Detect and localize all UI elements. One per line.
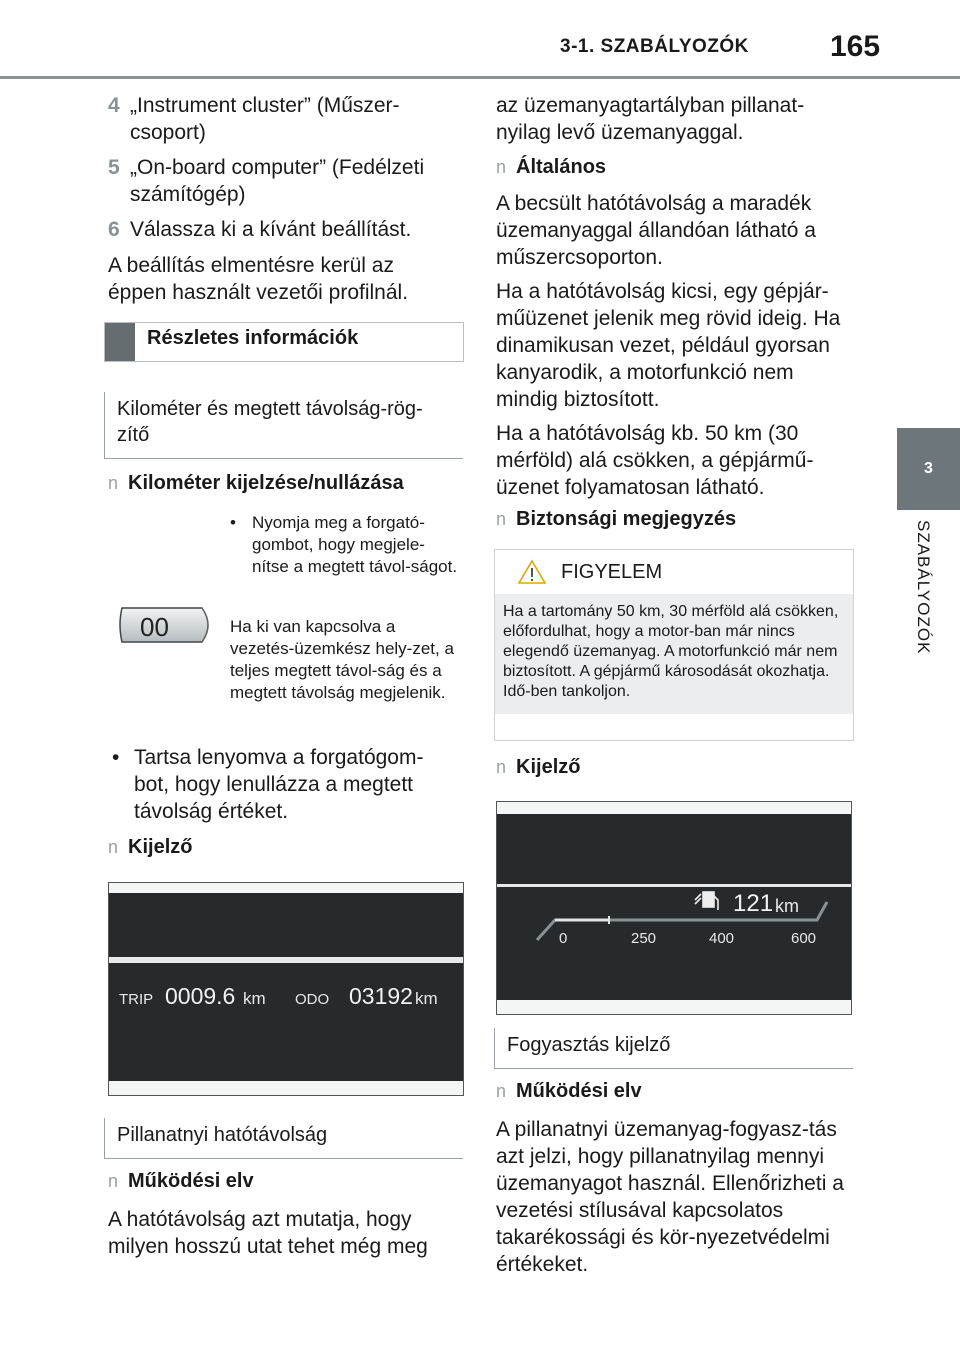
step-number: 4	[108, 94, 120, 117]
odo-value: 03192	[349, 983, 413, 1009]
reset-bullet	[112, 744, 457, 825]
trip-value: 0009.6	[165, 983, 236, 1009]
safety-heading-text: Biztonsági megjegyzés	[516, 508, 737, 530]
saved-note: A beállítás elmentésre kerül az éppen használt vezetői profilnál.	[108, 254, 409, 304]
warning-text: Ha a tartomány 50 km, 30 mérföld alá csökken, előfordulhat, hogy a motor-ban már nincs elegendő üzemanyag. A motorfunkció már nem biztosított. A gépjármű károsodását okozhatja. Idő-ben tankoljon.	[495, 594, 853, 714]
step-item	[108, 216, 463, 243]
info-box	[104, 322, 464, 362]
fuel-pump-icon	[695, 892, 718, 910]
scale-label: 250	[631, 930, 657, 947]
info-box-title: Részletes információk	[147, 327, 359, 349]
display-heading	[108, 836, 192, 859]
principle-heading	[108, 1170, 254, 1193]
step-item	[108, 92, 463, 146]
steps-list	[108, 92, 463, 243]
consumption-display	[496, 801, 852, 1015]
info-box-bar	[105, 323, 135, 361]
km-heading-text: Kilométer kijelzése/nullázása	[128, 472, 404, 494]
heading-marker: n	[496, 757, 507, 777]
heading-marker: n	[496, 157, 507, 177]
general-heading-text: Általános	[516, 156, 607, 178]
principle-text: A hatótávolság azt mutatja, hogy milyen hosszú utat tehet még meg	[108, 1208, 428, 1258]
general-paragraph-2: Ha a hatótávolság kicsi, egy gépjár-műüzenet jelenik meg rövid ideig. Ha dinamikusan vezet, például gyorsan kanyarodik, a motorfunkció nem mindig biztosított.	[496, 280, 841, 411]
chapter-tab	[897, 428, 960, 510]
heading-marker: n	[496, 509, 507, 529]
heading-marker: n	[496, 1081, 507, 1101]
knob-note: Ha ki van kapcsolva a vezetés-üzemkész hely-zet, a teljes megtett távol-ság és a megtett távolság megjelenik.	[230, 617, 454, 702]
display2-caption: Fogyasztás kijelző	[494, 1028, 853, 1069]
range-value: 121	[733, 890, 774, 917]
odometer-caption: Kilométer és megtett távolság-rög-zítő	[104, 392, 463, 459]
knob-bullet-text: Nyomja meg a forgató-gombot, hogy megjele-nítse a megtett távol-ságot.	[252, 513, 458, 576]
trip-odo-display	[108, 882, 464, 1096]
bullet-dot: •	[112, 746, 120, 769]
km-heading	[108, 472, 404, 495]
display1-caption: Pillanatnyi hatótávolság	[104, 1118, 463, 1159]
heading-marker: n	[108, 473, 119, 493]
scale-label: 600	[791, 930, 817, 947]
warning-title: FIGYELEM	[561, 560, 663, 583]
odo-unit: km	[415, 989, 438, 1008]
reset-bullet-text: Tartsa lenyomva a forgatógom-bot, hogy lenullázza a megtett távolság értéket.	[134, 746, 424, 823]
step-text: „On-board computer” (Fedélzeti számítógép)	[130, 156, 425, 206]
heading-marker: n	[108, 1171, 119, 1191]
scale-label: 0	[559, 930, 568, 947]
principle2-heading	[496, 1080, 642, 1103]
step-number: 6	[108, 218, 120, 241]
warning-box	[494, 549, 854, 741]
heading-marker: n	[108, 837, 119, 857]
safety-heading	[496, 508, 736, 531]
step-item	[108, 154, 463, 208]
trip-label: TRIP	[119, 991, 154, 1008]
principle2-text: A pillanatnyi üzemanyag-fogyasz-tás azt jelzi, hogy pillanatnyilag mennyi üzemanyagot használ. Ellenőrizheti a vezetési stílusával kapcsolatos takarékossági és kör-nyezetvédelmi értékeket.	[496, 1118, 844, 1276]
knob-bullet	[230, 512, 458, 578]
display2-heading-text: Kijelző	[516, 756, 581, 778]
section-title: 3-1. SZABÁLYOZÓK	[560, 36, 749, 57]
bullet-dot: •	[230, 513, 236, 532]
warning-triangle-icon	[517, 559, 547, 585]
knob-label: 00	[140, 612, 169, 642]
general-heading	[496, 156, 606, 179]
general-paragraph-1: A becsült hatótávolság a maradék üzemanyaggal állandóan látható a műszercsoporton.	[496, 192, 816, 269]
chapter-label: SZABÁLYOZÓK	[914, 520, 933, 655]
step-text: „Instrument cluster” (Műszer-csoport)	[130, 94, 400, 144]
step-text: Válassza ki a kívánt beállítást.	[130, 218, 412, 241]
header-rule	[0, 76, 960, 79]
general-paragraph-3: Ha a hatótávolság kb. 50 km (30 mérföld) alá csökken, a gépjármű-üzenet folyamatosan látható.	[496, 422, 814, 499]
principle2-heading-text: Működési elv	[516, 1080, 642, 1102]
principle-heading-text: Működési elv	[128, 1170, 254, 1192]
odo-label: ODO	[295, 991, 330, 1008]
display-heading-text: Kijelző	[128, 836, 193, 858]
range-continuation: az üzemanyagtartályban pillanat-nyilag levő üzemanyaggal.	[496, 94, 805, 144]
scale-label: 400	[709, 930, 735, 947]
trip-unit: km	[243, 989, 266, 1008]
display2-heading	[496, 756, 580, 779]
step-number: 5	[108, 156, 120, 179]
chapter-number: 3	[924, 460, 933, 477]
warning-header	[495, 550, 853, 594]
range-unit: km	[775, 896, 799, 916]
page-number: 165	[830, 30, 881, 63]
